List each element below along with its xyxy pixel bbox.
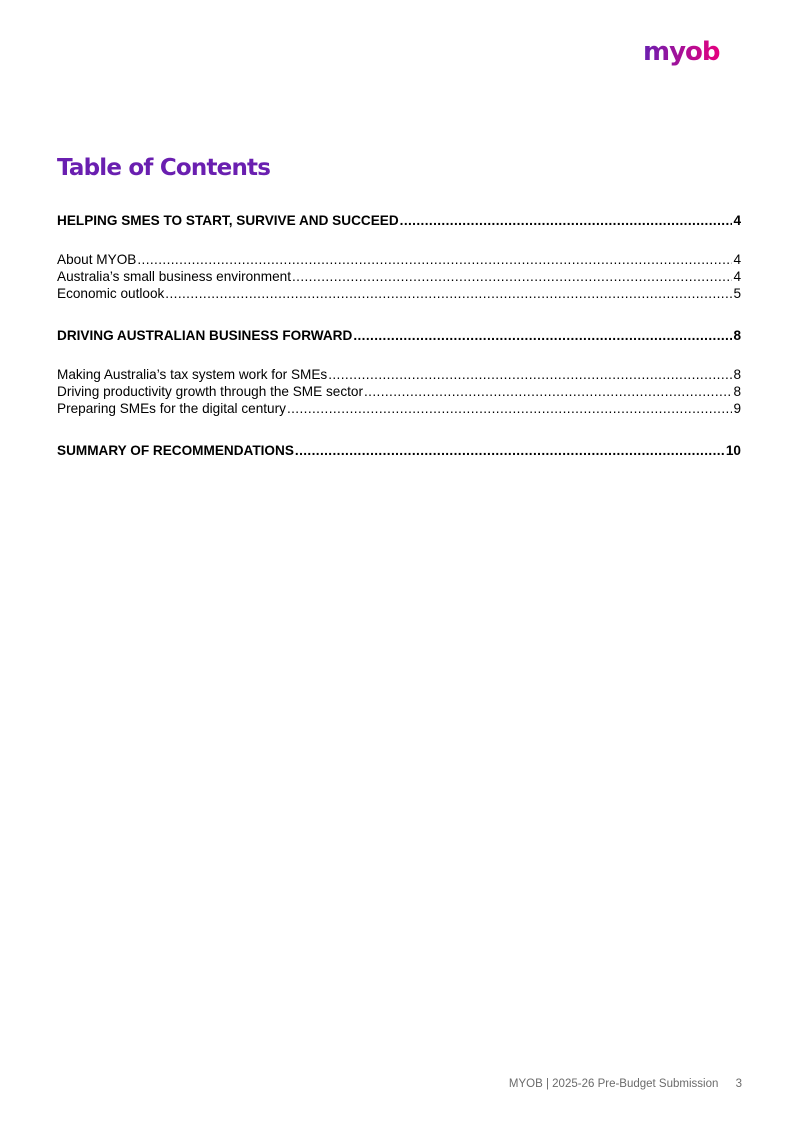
toc-heading-driving-business-forward[interactable] — [57, 327, 741, 344]
dot-leader — [287, 400, 733, 417]
toc-item-label: Economic outlook — [57, 286, 165, 301]
dot-leader — [353, 327, 732, 344]
toc-item-small-business-environment[interactable] — [57, 268, 741, 285]
dot-leader — [328, 366, 732, 383]
toc-item-economic-outlook[interactable] — [57, 285, 741, 302]
toc-page-number: 8 — [733, 367, 741, 382]
myob-logo — [643, 36, 721, 72]
table-of-contents — [57, 212, 741, 459]
toc-page-number: 4 — [733, 269, 741, 284]
toc-page-number: 10 — [725, 443, 741, 458]
toc-item-label: Australia’s small business environment — [57, 269, 291, 284]
toc-heading-helping-smes[interactable] — [57, 212, 741, 229]
toc-item-label: Preparing SMEs for the digital century — [57, 401, 286, 416]
toc-heading-label: SUMMARY OF RECOMMENDATIONS — [57, 443, 294, 458]
toc-heading-label: HELPING SMES TO START, SURVIVE AND SUCCEED — [57, 213, 399, 228]
toc-item-label: Making Australia’s tax system work for SMEs — [57, 367, 328, 382]
toc-item-label: Driving productivity growth through the SME sector — [57, 384, 363, 399]
toc-page-number: 5 — [733, 286, 741, 301]
page-title: Table of Contents — [57, 155, 271, 181]
toc-item-productivity-growth[interactable] — [57, 383, 741, 400]
toc-page-number: 4 — [733, 213, 741, 228]
toc-item-label: About MYOB — [57, 252, 137, 267]
myob-logo-text: myob — [643, 37, 720, 67]
dot-leader — [364, 383, 732, 400]
toc-item-digital-century[interactable] — [57, 400, 741, 417]
dot-leader — [165, 285, 732, 302]
dot-leader — [295, 442, 725, 459]
toc-heading-summary-of-recommendations[interactable] — [57, 442, 741, 459]
toc-page-number: 4 — [733, 252, 741, 267]
toc-page-number: 8 — [733, 384, 741, 399]
toc-item-about-myob[interactable] — [57, 251, 741, 268]
toc-heading-label: DRIVING AUSTRALIAN BUSINESS FORWARD — [57, 328, 353, 343]
myob-logo-mark — [643, 36, 721, 72]
dot-leader — [400, 212, 733, 229]
footer-page-number: 3 — [735, 1078, 742, 1090]
toc-page-number: 9 — [733, 401, 741, 416]
footer-text: MYOB | 2025-26 Pre-Budget Submission — [508, 1078, 719, 1090]
toc-page-number: 8 — [733, 328, 741, 343]
dot-leader — [292, 268, 732, 285]
dot-leader — [137, 251, 732, 268]
toc-item-tax-system[interactable] — [57, 366, 741, 383]
page-footer — [509, 1078, 742, 1090]
